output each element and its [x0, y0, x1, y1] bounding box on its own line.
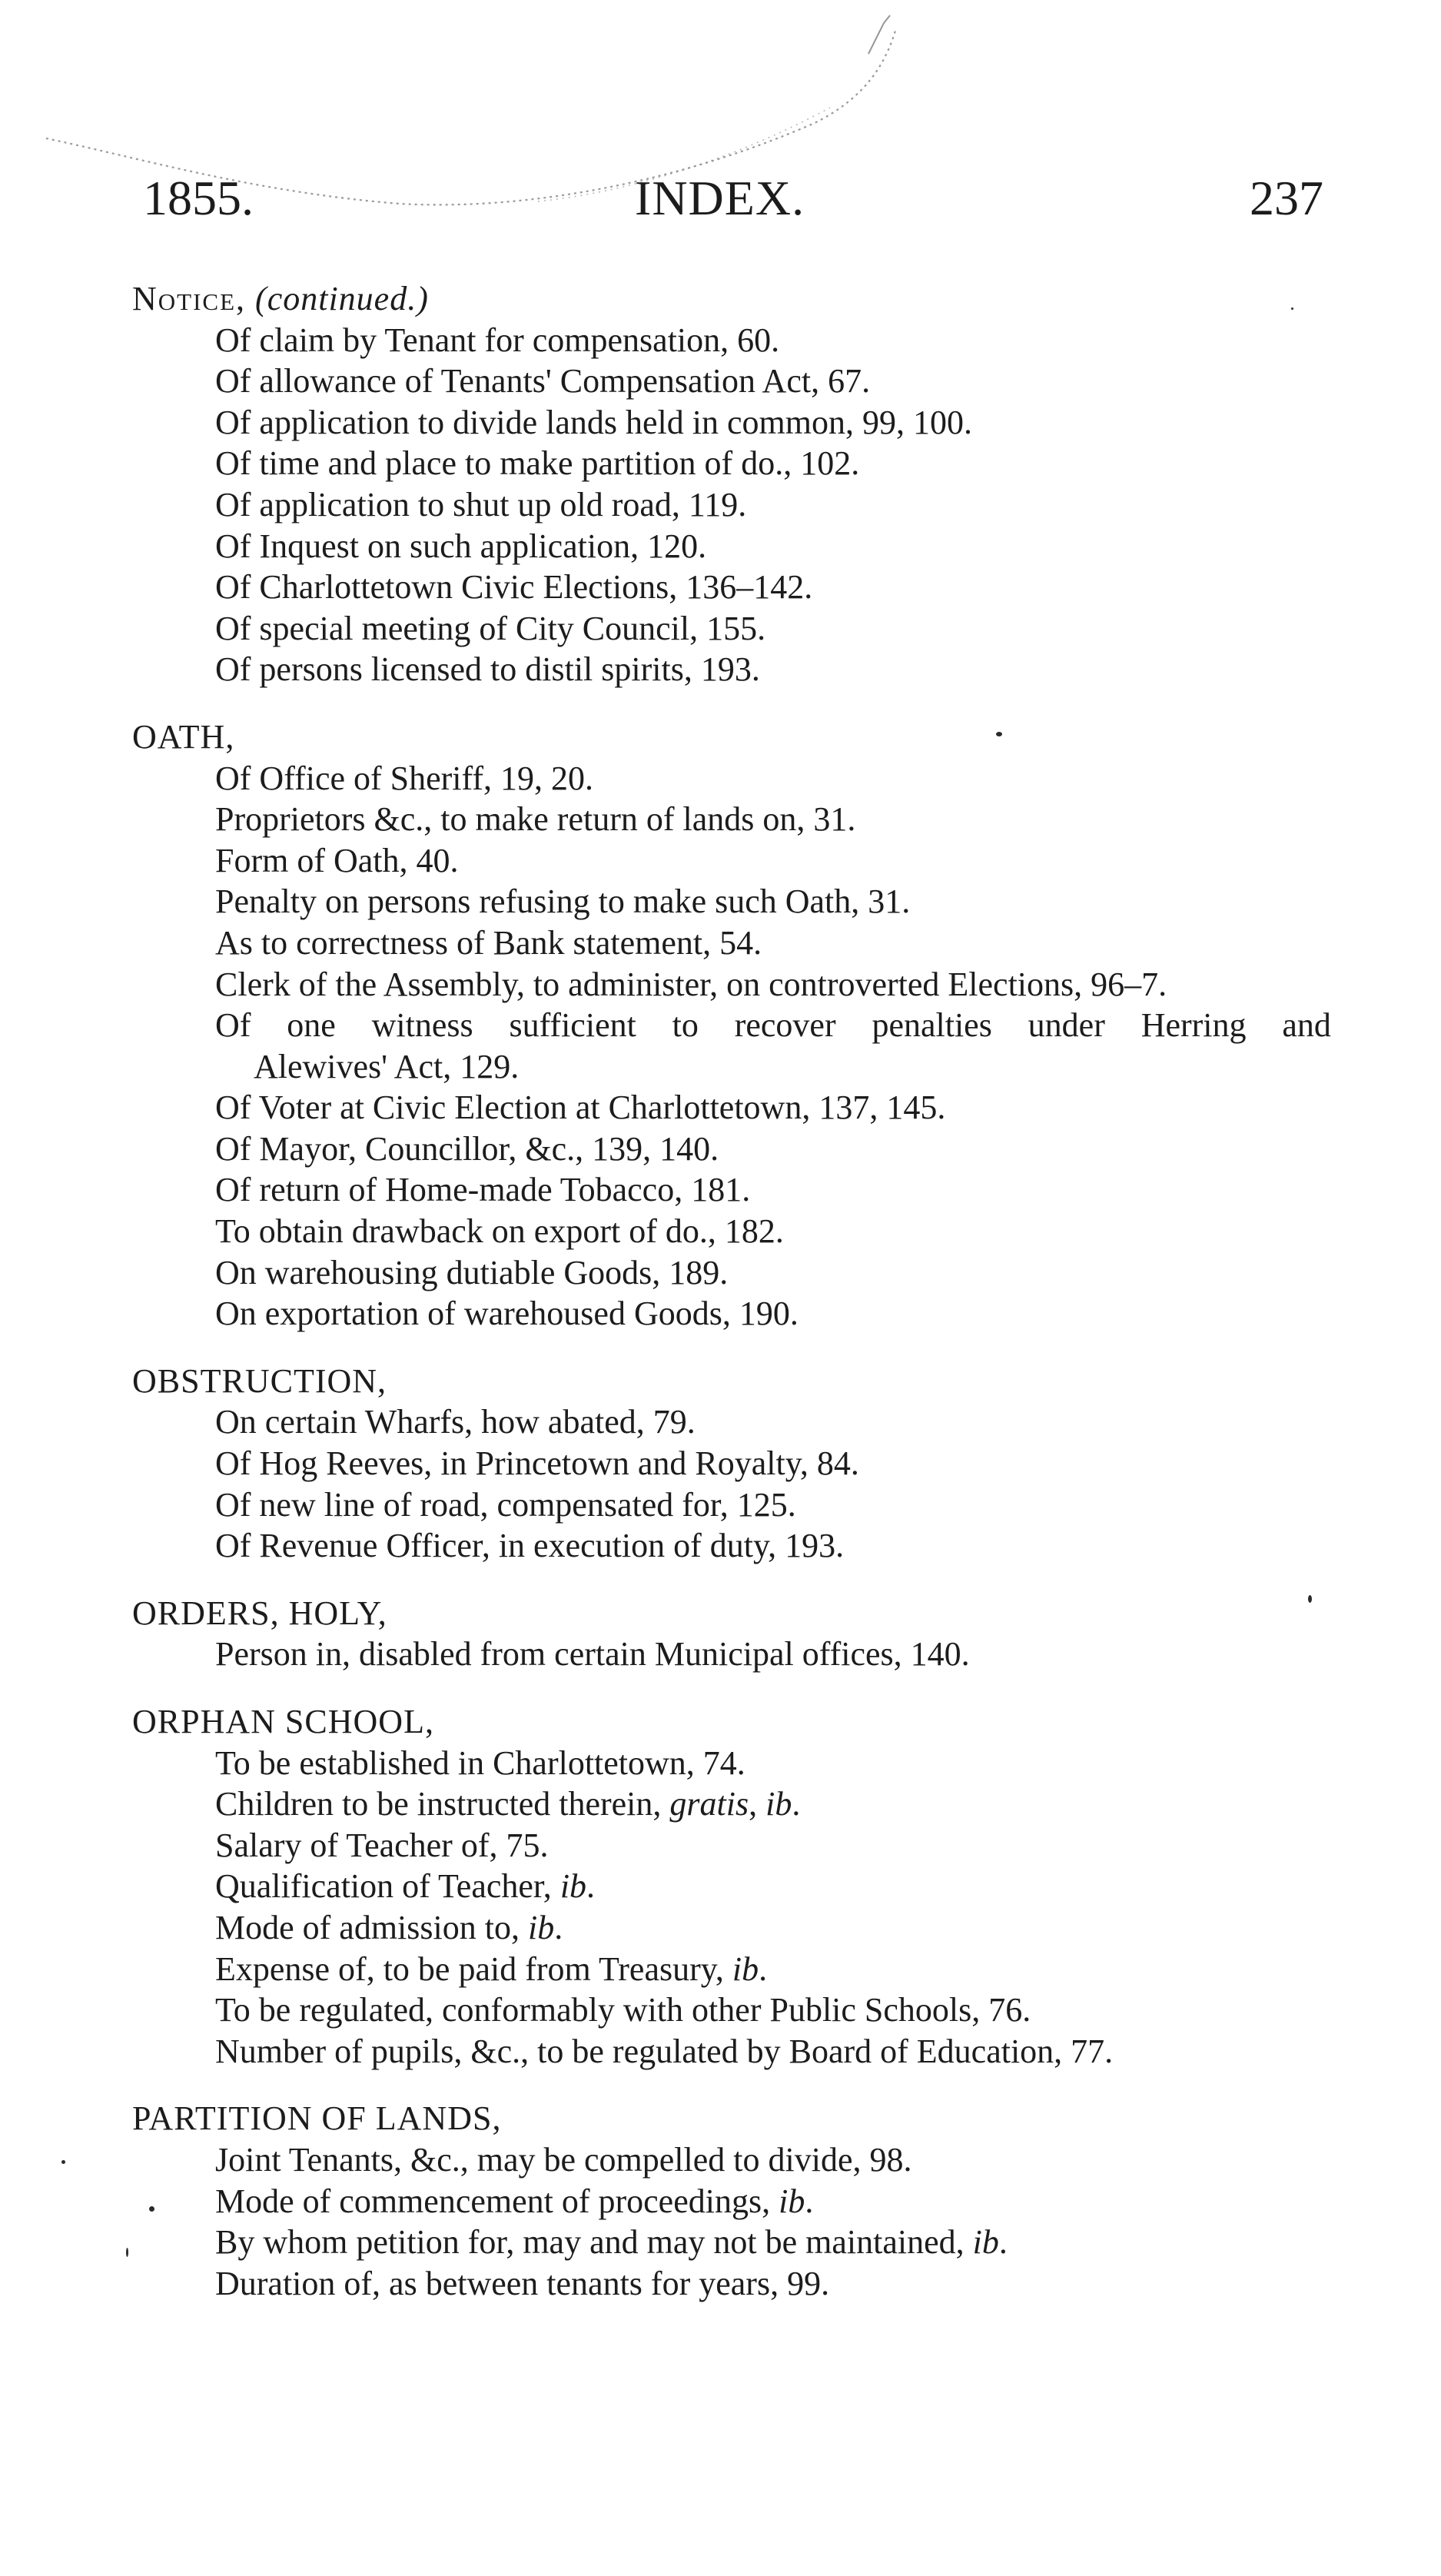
scan-speck [149, 2206, 154, 2212]
index-entry: Of application to divide lands held in common, 99, 100. [215, 403, 972, 441]
running-head-title: INDEX. [635, 171, 805, 225]
index-entry: Form of Oath, 40. [215, 841, 459, 879]
word: to [672, 1006, 699, 1045]
scan-stroke [868, 15, 890, 54]
wrapped-entry-line2: Alewives' Act, 129. [254, 1047, 520, 1085]
index-entry: Of Voter at Civic Election at Charlottetown, 137, 145. [215, 1089, 946, 1127]
entry-end: . [586, 1867, 596, 1906]
index-body [132, 278, 1331, 2304]
entry-italic: ib [779, 2182, 805, 2220]
word: and [1282, 1006, 1331, 1045]
index-section-obstruction [132, 1361, 1331, 1567]
index-entry: Of Office of Sheriff, 19, 20. [215, 759, 594, 797]
entry-italic: gratis [669, 1785, 749, 1823]
index-heading: OBSTRUCTION, [132, 1361, 387, 1400]
word: sufficient [509, 1006, 636, 1045]
heading-suffix: (continued.) [255, 280, 429, 317]
index-entry: Of Mayor, Councillor, &c., 139, 140. [215, 1129, 719, 1168]
scan-speck [1308, 1595, 1312, 1603]
entry-end: . [554, 1908, 563, 1946]
wrapped-entry-line1 [215, 1005, 1331, 1046]
index-entry: Of special meeting of City Council, 155. [215, 609, 766, 647]
index-heading [132, 278, 1331, 320]
index-entry [132, 1907, 1331, 1949]
index-heading: PARTITION OF LANDS, [132, 2099, 502, 2138]
entry-end: . [759, 1949, 768, 1988]
index-entry: Number of pupils, &c., to be regulated by Board of Education, 77. [215, 2032, 1114, 2070]
index-entry [132, 1949, 1331, 1990]
entry-text: By whom petition for, may and may not be maintained, [215, 2223, 973, 2262]
index-entry [132, 2181, 1331, 2222]
entry-text: Children to be instructed therein, [215, 1785, 670, 1823]
index-entry: Of claim by Tenant for compensation, 60. [215, 321, 780, 359]
word: one [287, 1006, 336, 1045]
index-entry: Salary of Teacher of, 75. [215, 1826, 549, 1864]
scan-speck [1291, 307, 1293, 310]
entry-italic: ib [765, 1785, 792, 1823]
index-heading: ORPHAN SCHOOL, [132, 1703, 434, 1740]
index-entry-wrapped [132, 1005, 1331, 1087]
index-entry: As to correctness of Bank statement, 54. [215, 923, 762, 962]
word: recover [734, 1006, 836, 1045]
scan-speck [61, 2160, 65, 2164]
running-head [0, 168, 1441, 229]
entry-end: . [998, 2223, 1008, 2262]
index-entry: To obtain drawback on export of do., 182. [215, 1212, 784, 1251]
index-entry: To be regulated, conformably with other Public Schools, 76. [215, 1991, 1031, 2029]
index-entry: Of new line of road, compensated for, 125. [215, 1485, 796, 1524]
entry-text: Expense of, to be paid from Treasury, [215, 1949, 732, 1988]
index-section-notice [132, 278, 1331, 690]
word: witness [371, 1006, 473, 1045]
index-entry: Duration of, as between tenants for years, 99. [215, 2264, 830, 2302]
entry-italic: ib [972, 2223, 999, 2262]
word: Of [215, 1006, 251, 1045]
index-section-orders-holy [132, 1593, 1331, 1675]
scan-specks [0, 0, 1441, 277]
index-entry: On exportation of warehoused Goods, 190. [215, 1295, 799, 1333]
entry-end: . [792, 1785, 801, 1823]
index-section-oath [132, 716, 1331, 1335]
page-number: 237 [1250, 171, 1323, 225]
index-entry: Of time and place to make partition of do., 102. [215, 444, 860, 483]
scan-speck [126, 2248, 128, 2257]
index-entry [132, 1783, 1331, 1825]
index-section-orphan-school [132, 1701, 1331, 2072]
entry-italic: ib [732, 1949, 759, 1988]
index-entry: Of persons licensed to distil spirits, 193. [215, 650, 760, 689]
index-entry: On warehousing dutiable Goods, 189. [215, 1253, 729, 1291]
index-entry: Of Inquest on such application, 120. [215, 527, 707, 565]
index-entry: Of allowance of Tenants' Compensation Act, 67. [215, 362, 871, 401]
index-entry: Of return of Home-made Tobacco, 181. [215, 1171, 751, 1209]
index-entry: Of Hog Reeves, in Princetown and Royalty, 84. [215, 1444, 859, 1483]
running-head-year: 1855. [143, 171, 254, 225]
word: under [1028, 1006, 1105, 1045]
index-entry: Joint Tenants, &c., may be compelled to divide, 98. [215, 2140, 912, 2179]
index-section-partition-of-lands [132, 2098, 1331, 2304]
index-heading: OATH, [132, 717, 235, 756]
index-entry: Of Revenue Officer, in execution of duty, 193. [215, 1527, 845, 1565]
entry-mid: , [749, 1785, 766, 1823]
index-entry [132, 2222, 1331, 2263]
index-entry: Person in, disabled from certain Municipal offices, 140. [215, 1635, 970, 1674]
entry-text: Mode of admission to, [215, 1908, 528, 1946]
heading-text: Notice, [132, 280, 247, 317]
scan-speck [996, 732, 1002, 736]
index-entry [132, 1866, 1331, 1907]
index-entry: On certain Wharfs, how abated, 79. [215, 1403, 696, 1441]
entry-end: . [805, 2182, 814, 2220]
entry-text: Mode of commencement of proceedings, [215, 2182, 779, 2220]
index-entry: Of application to shut up old road, 119. [215, 485, 747, 524]
index-entry: Proprietors &c., to make return of lands on, 31. [215, 800, 856, 839]
word: Herring [1141, 1006, 1247, 1045]
index-entry: Penalty on persons refusing to make such Oath, 31. [215, 882, 911, 921]
entry-italic: ib [559, 1867, 587, 1906]
word: penalties [872, 1006, 992, 1045]
index-entry: To be established in Charlottetown, 74. [215, 1743, 745, 1782]
index-entry: Clerk of the Assembly, to administer, on controverted Elections, 96–7. [215, 965, 1167, 1003]
entry-italic: ib [527, 1908, 555, 1946]
index-heading: ORDERS, HOLY, [132, 1594, 387, 1632]
entry-text: Qualification of Teacher, [215, 1867, 560, 1906]
index-entry: Of Charlottetown Civic Elections, 136–142. [215, 568, 813, 607]
